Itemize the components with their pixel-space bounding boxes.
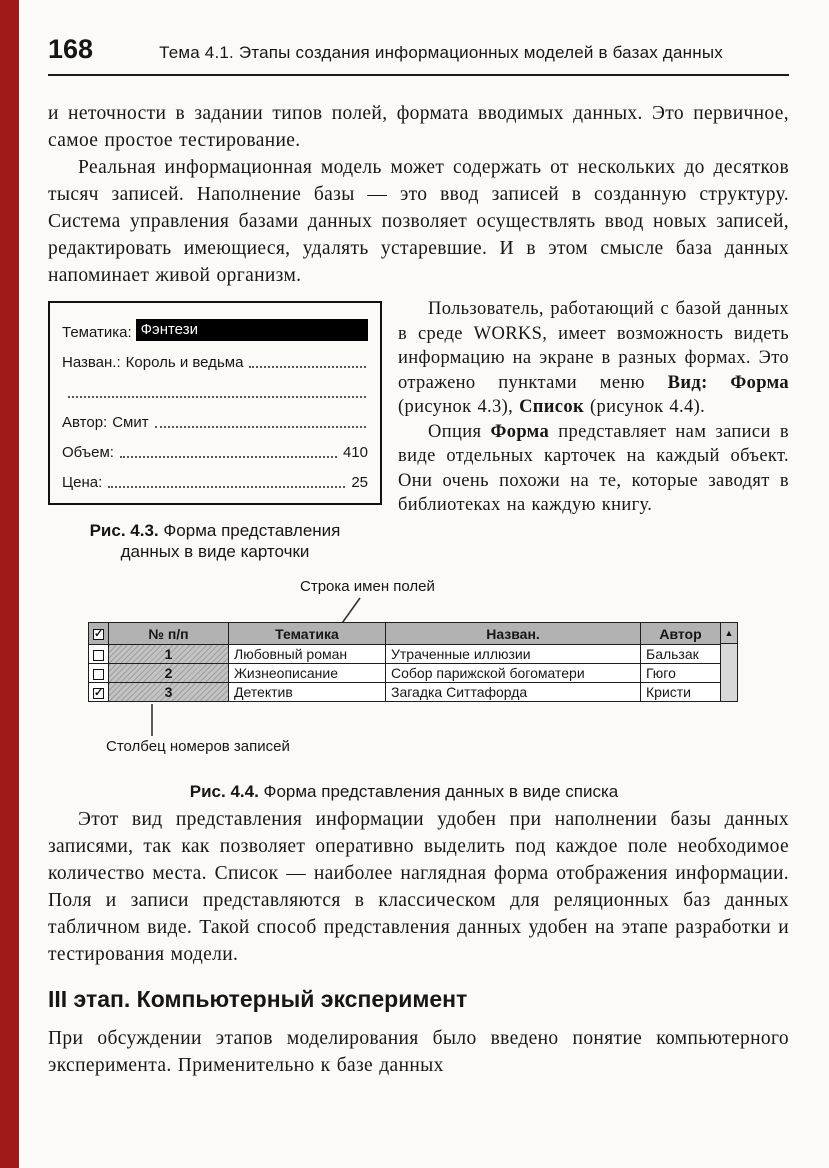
card-row-obem <box>62 443 368 461</box>
checkbox-unchecked-icon <box>93 669 104 680</box>
paragraph-3 <box>398 297 789 420</box>
page-content <box>48 0 789 1168</box>
header-select-cell <box>89 623 109 645</box>
card-row-tematika <box>62 319 368 341</box>
field-value-avtor: Смит <box>112 414 149 431</box>
field-value-tematika-highlighted: Фэнтези <box>136 319 368 341</box>
table-row <box>89 645 721 664</box>
cell-tematika: Детектив <box>229 683 386 702</box>
column-header-nazvan: Назван. <box>386 623 641 645</box>
card-row-blank <box>62 383 368 401</box>
fig44-caption <box>88 781 720 802</box>
running-header <box>48 34 789 65</box>
option-forma: Форма <box>490 421 550 442</box>
fig43-caption-text: Форма представления данных в виде карточки <box>120 521 341 561</box>
table-row <box>89 683 721 702</box>
checkbox-checked-icon <box>93 629 104 640</box>
annotation-field-names-row: Строка имен полей <box>300 578 435 595</box>
paragraph-4-text: Опция <box>428 421 491 442</box>
field-value-nazvan: Король и ведьма <box>125 354 244 371</box>
fig44-figure <box>48 578 789 801</box>
page-edge-accent-bar <box>0 0 19 1168</box>
card-row-cena <box>62 473 368 491</box>
record-number-cell: 2 <box>109 664 229 683</box>
field-label-nazvan: Назван.: <box>62 354 121 371</box>
fig43-caption-label: Рис. 4.3. <box>89 521 159 540</box>
checkbox-checked-icon <box>93 688 104 699</box>
fig43-column <box>48 297 382 562</box>
list-view-table <box>88 622 721 702</box>
row-checkbox-cell <box>89 645 109 664</box>
check-glyph: ✓ <box>94 686 104 699</box>
paragraph-1: и неточности в задании типов полей, формата вводимых данных. Это первичное, самое простое тестирование. <box>48 103 789 151</box>
card-row-avtor <box>62 413 368 431</box>
menu-item-vid-forma: Вид: Форма <box>667 372 789 393</box>
checkbox-unchecked-icon <box>93 650 104 661</box>
paragraph-2: Реальная информационная модель может содержать от нескольких до десятков тысяч записей. Наполнение базы — это ввод записей в созданную структуру. Система управления базами данных позволяет осуществлять ввод новых записей, редактировать имеющиеся, удалять устаревшие. И в этом смысле база данных напоминает живой организм. <box>48 157 789 286</box>
cell-nazvan: Загадка Ситтафорда <box>386 683 641 702</box>
fig44-caption-text: Форма представления данных в виде списка <box>258 782 619 801</box>
fig43-caption <box>70 520 360 562</box>
annotation-record-numbers-column: Столбец номеров записей <box>106 738 290 755</box>
scrollbar-up-arrow-icon: ▲ <box>721 623 737 644</box>
row-checkbox-cell <box>89 664 109 683</box>
fig44-caption-label: Рис. 4.4. <box>189 782 259 801</box>
cell-avtor: Гюго <box>641 664 721 683</box>
paragraph-3-text: (рисунок 4.4). <box>583 397 706 417</box>
menu-item-spisok: Список <box>519 397 584 417</box>
cell-avtor: Бальзак <box>641 645 721 664</box>
dotted-leader <box>249 366 366 368</box>
dotted-leader <box>120 456 337 458</box>
field-label-cena: Цена: <box>62 474 103 491</box>
cell-tematika: Любовный роман <box>229 645 386 664</box>
chapter-title: Тема 4.1. Этапы создания информационных моделей в базах данных <box>159 43 723 62</box>
cell-nazvan: Собор парижской богоматери <box>386 664 641 683</box>
column-header-tematika: Тематика <box>229 623 386 645</box>
field-value-obem: 410 <box>342 444 368 461</box>
paragraph-4-text: представляет нам записи в виде отдельных карточек на каждый объект. Они очень похожи на те, которые заводят в библиотеках на каждую книгу. <box>398 421 789 515</box>
record-number-cell: 1 <box>109 645 229 664</box>
text-column <box>398 297 789 518</box>
paragraph-3-text: Пользователь, работающий с базой данных в среде WORKS, имеет возможность видеть информацию на экране в разных формах. Это отражено пунктами меню <box>398 299 789 393</box>
field-label-avtor: Автор: <box>62 414 108 431</box>
section-heading-stage-3: III этап. Компьютерный эксперимент <box>48 986 468 1012</box>
field-label-obem: Объем: <box>62 444 114 461</box>
dotted-leader <box>68 396 366 398</box>
dotted-leader <box>108 486 345 488</box>
paragraph-6: При обсуждении этапов моделирования было введено понятие компьютерного эксперимента. Применительно к базе данных <box>48 1028 789 1076</box>
dotted-leader <box>155 426 366 428</box>
cell-nazvan: Утраченные иллюзии <box>386 645 641 664</box>
table-row <box>89 664 721 683</box>
fig43-card-form <box>48 301 382 505</box>
check-glyph: ✓ <box>94 628 104 641</box>
field-value-cena: 25 <box>351 474 368 491</box>
column-header-num: № п/п <box>109 623 229 645</box>
paragraph-4 <box>398 420 789 518</box>
record-number-cell: 3 <box>109 683 229 702</box>
list-view-table-wrap <box>88 622 738 702</box>
page-number: 168 <box>48 34 94 64</box>
column-header-avtor: Автор <box>641 623 721 645</box>
paragraph-5: Этот вид представления информации удобен при наполнении базы данных записями, так как позволяет оперативно выделить под каждое поле необходимое количество места. Список — наиболее наглядная форма отображения информации. Поля и записи представляются в классическом для реляционных баз данных табличном виде. Такой способ представления данных удобен на этапе разработки и тестирования модели. <box>48 809 789 965</box>
figure-and-text-columns <box>48 297 789 562</box>
paragraph-3-text: (рисунок 4.3), <box>398 397 520 417</box>
row-checkbox-cell <box>89 683 109 702</box>
scrollbar <box>721 622 738 702</box>
cell-avtor: Кристи <box>641 683 721 702</box>
field-label-tematika: Тематика: <box>62 324 132 341</box>
table-header-row <box>89 623 721 645</box>
cell-tematika: Жизнеописание <box>229 664 386 683</box>
card-row-nazvan <box>62 353 368 371</box>
header-rule <box>48 74 789 76</box>
